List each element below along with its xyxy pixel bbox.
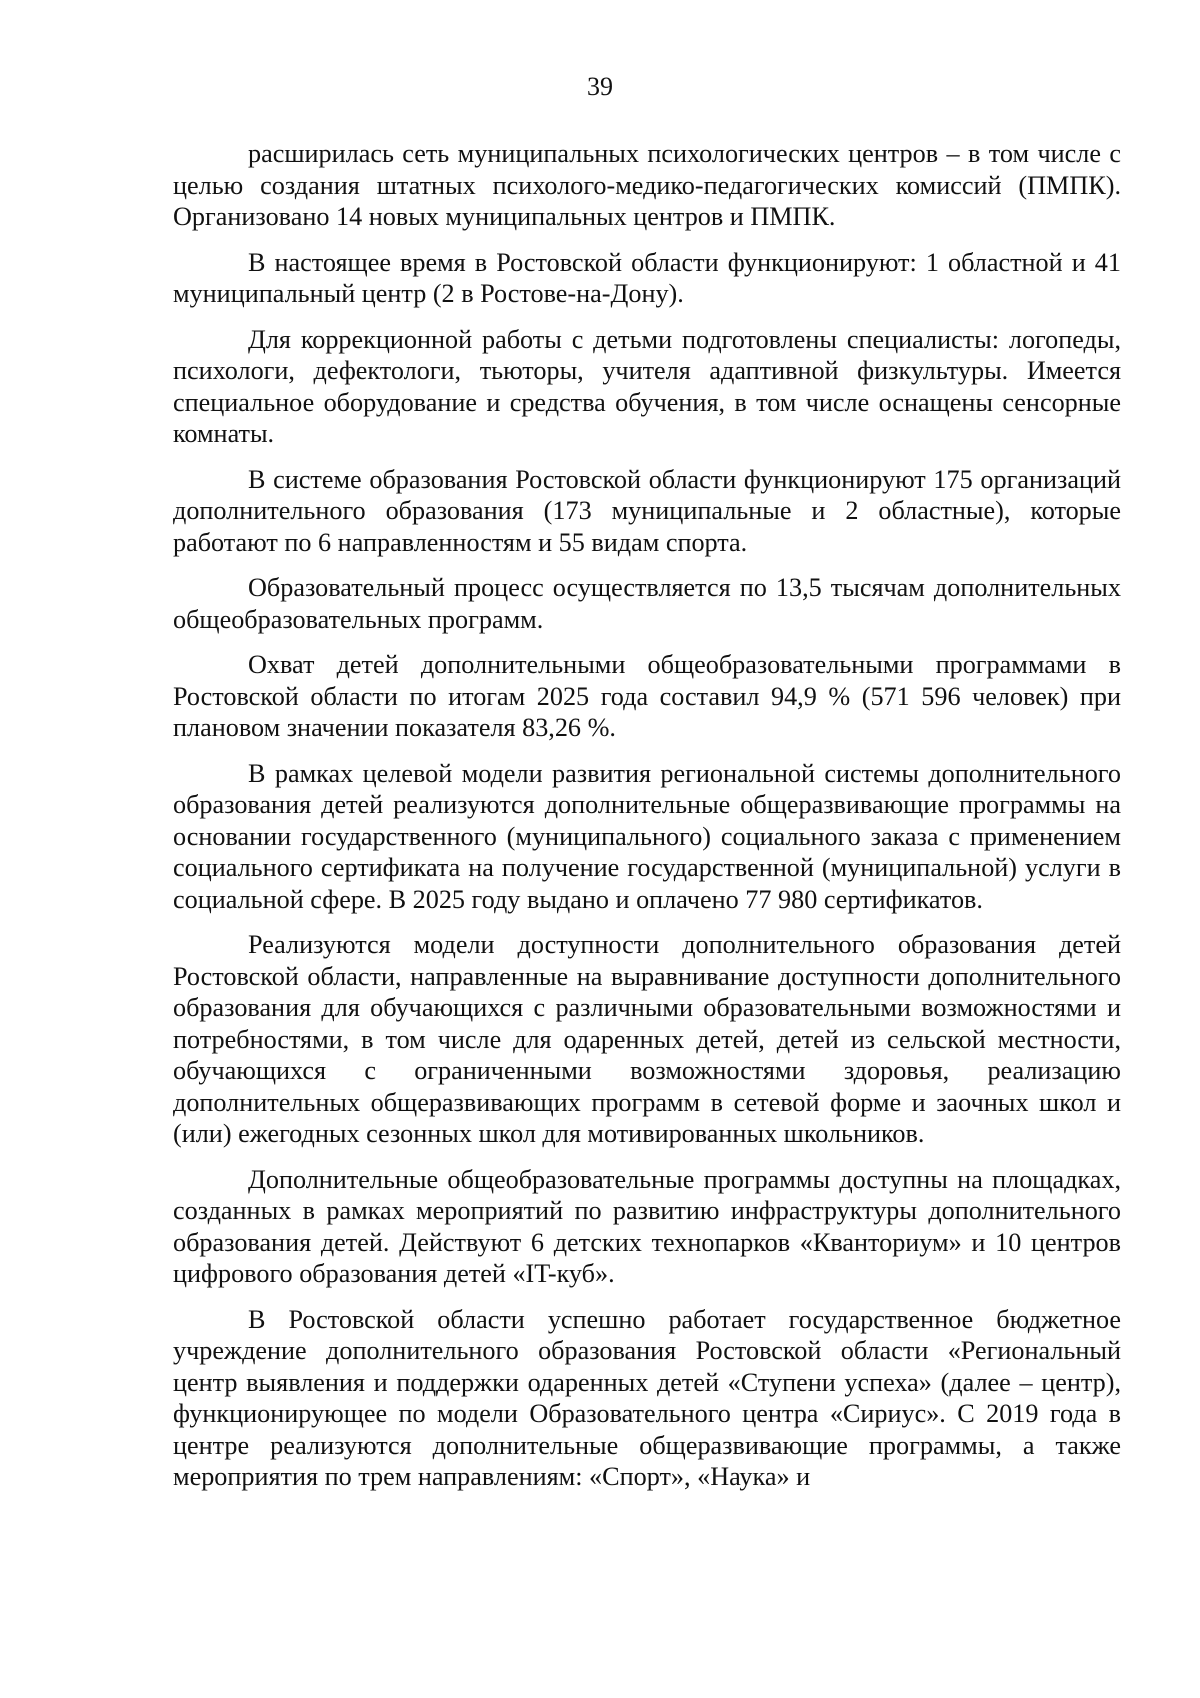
paragraph-additional-education-orgs: В системе образования Ростовской области функционируют 175 организаций дополнительного образования (173 муниципальные и 2 областные), которые работают по 6 направленностям и 55 видам спорта. [173,464,1121,557]
document-body [173,138,1121,1493]
paragraph-regional-center: В Ростовской области успешно работает государственное бюджетное учреждение дополнительного образования Ростовской области «Региональный центр выявления и поддержки одаренных детей «Ступени успеха» (далее – центр), функционирующее по модели Образовательного центра «Сириус». С 2019 года в центре реализуются дополнительные общеразвивающие программы, а также мероприятия по трем направлениям: «Спорт», «Наука» и [173,1304,1121,1491]
paragraph-correction-work: Для коррекционной работы с детьми подготовлены специалисты: логопеды, психологи, дефектологи, тьюторы, учителя адаптивной физкультуры. Имеется специальное оборудование и средства обучения, в том числе оснащены сенсорные комнаты. [173,324,1121,448]
paragraph-infrastructure: Дополнительные общеобразовательные программы доступны на площадках, созданных в рамках мероприятий по развитию инфраструктуры дополнительного образования детей. Действуют 6 детских технопарков «Кванториум» и 10 центров цифрового образования детей «IT-куб». [173,1164,1121,1288]
paragraph-accessibility-models: Реализуются модели доступности дополнительного образования детей Ростовской области, направленные на выравнивание доступности дополнительного образования для обучающихся с различными образовательными возможностями и потребностями, в том числе для одаренных детей, детей из сельской местности, обучающихся с ограниченными возможностями здоровья, реализацию дополнительных общеразвивающих программ в сетевой форме и заочных школ и (или) ежегодных сезонных школ для мотивированных школьников. [173,930,1121,1148]
paragraph-programs-count: Образовательный процесс осуществляется по 13,5 тысячам дополнительных общеобразовательных программ. [173,573,1121,634]
paragraph-target-model: В рамках целевой модели развития региональной системы дополнительного образования детей реализуются дополнительные общеразвивающие программы на основании государственного (муниципального) социального заказа с применением социального сертификата на получение государственной (муниципальной) услуги в социальной сфере. В 2025 году выдано и оплачено 77 980 сертификатов. [173,758,1121,914]
paragraph-coverage: Охват детей дополнительными общеобразовательными программами в Ростовской области по итогам 2025 года составил 94,9 % (571 596 человек) при плановом значении показателя 83,26 %. [173,650,1121,742]
paragraph-psych-centers: расширилась сеть муниципальных психологических центров – в том числе с целью создания штатных психолого-медико-педагогических комиссий (ПМПК). Организовано 14 новых муниципальных центров и ПМПК. [173,139,1121,231]
paragraph-centers-count: В настоящее время в Ростовской области функционируют: 1 областной и 41 муниципальный центр (2 в Ростове-на-Дону). [173,247,1121,308]
page-number: 39 [587,72,613,101]
